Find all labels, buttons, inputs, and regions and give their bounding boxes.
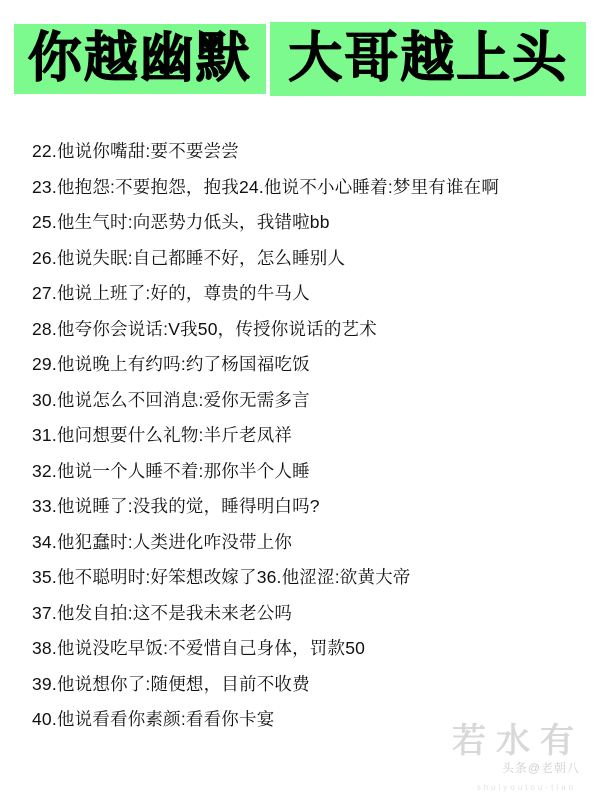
title-block	[0, 0, 600, 96]
list-item: 32.他说一个人睡不着:那你半个人睡	[32, 460, 310, 481]
watermark-primary: 若水有	[452, 721, 584, 761]
list-item: 35.他不聪明时:好笨想改嫁了36.他涩涩:欲黄大帝	[32, 567, 411, 588]
list-item: 40.他说看看你素颜:看看你卡宴	[32, 709, 275, 730]
list-item: 37.他发自拍:这不是我未来老公吗	[32, 602, 293, 623]
list-item: 27.他说上班了:好的，尊贵的牛马人	[32, 283, 310, 304]
list-item: 34.他犯蠢时:人类进化咋没带上你	[32, 531, 293, 552]
list-item: 38.他说没吃早饭:不爱惜自己身体，罚款50	[32, 638, 366, 659]
watermark-account: 头条@老朝八	[501, 761, 580, 775]
title-line-2: 大哥越上头	[270, 22, 586, 96]
list-item: 31.他问想要什么礼物:半斤老凤祥	[32, 425, 293, 446]
list-item: 28.他夸你会说话:V我50，传授你说话的艺术	[32, 318, 377, 339]
list-item: 33.他说睡了:没我的觉，睡得明白吗?	[32, 496, 320, 517]
list-item: 25.他生气时:向恶势力低头，我错啦bb	[32, 212, 330, 233]
list-item: 23.他抱怨:不要抱怨，抱我24.他说不小心睡着:梦里有谁在啊	[32, 176, 500, 197]
list-item: 29.他说晚上有约吗:约了杨国福吃饭	[32, 354, 310, 375]
list-item: 22.他说你嘴甜:要不要尝尝	[32, 141, 239, 162]
watermark-footer: shuiyoutou-tiao	[476, 783, 576, 792]
list-item: 26.他说失眠:自己都睡不好，怎么睡别人	[32, 247, 346, 268]
tips-list	[0, 96, 600, 738]
list-item: 39.他说想你了:随便想，目前不收费	[32, 673, 310, 694]
title-line-1: 你越幽默	[14, 24, 266, 94]
list-item: 30.他说怎么不回消息:爱你无需多言	[32, 389, 310, 410]
